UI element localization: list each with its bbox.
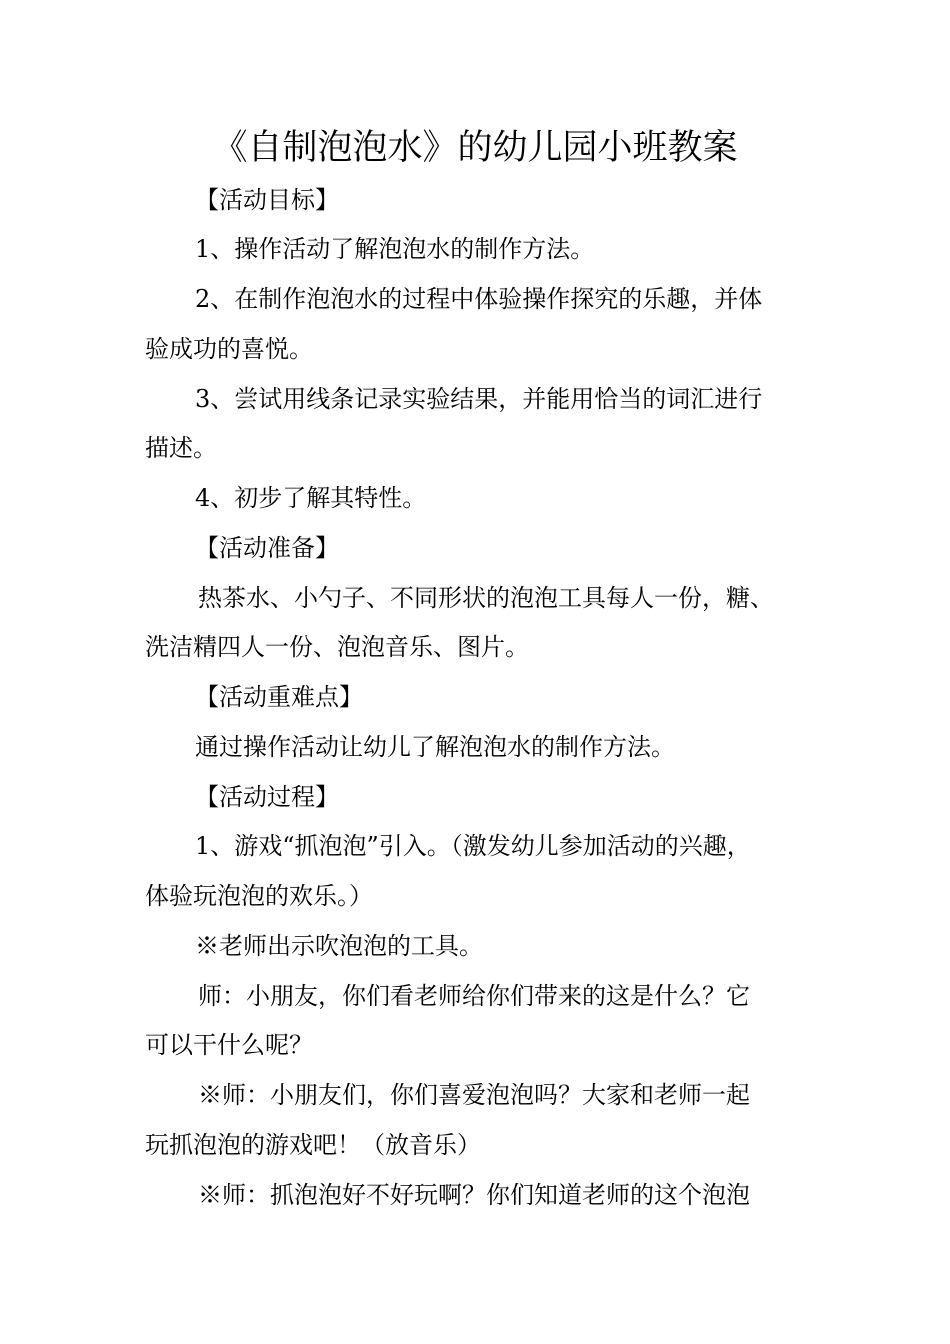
paragraph-line: 3、尝试用线条记录实验结果，并能用恰当的词汇进行	[195, 385, 763, 413]
paragraph-line: 可以干什么呢？	[145, 1031, 313, 1059]
document-title: 《自制泡泡水》的幼儿园小班教案	[212, 128, 738, 168]
paragraph-line: 4、初步了解其特性。	[195, 484, 427, 512]
paragraph-line: 洗洁精四人一份、泡泡音乐、图片。	[145, 633, 529, 661]
paragraph-line: 玩抓泡泡的游戏吧！（放音乐）	[145, 1131, 481, 1159]
paragraph-line: 1、游戏“抓泡泡”引入。（激发幼儿参加活动的兴趣，	[195, 832, 751, 860]
paragraph-line: 1、操作活动了解泡泡水的制作方法。	[195, 235, 595, 263]
paragraph-line: 2、在制作泡泡水的过程中体验操作探究的乐趣，并体	[195, 285, 763, 313]
section-heading-objectives: 【活动目标】	[195, 186, 339, 214]
paragraph-line: ※师：小朋友们，你们喜爱泡泡吗？大家和老师一起	[198, 1081, 750, 1109]
paragraph-line: 验成功的喜悦。	[145, 335, 313, 363]
section-heading-preparation: 【活动准备】	[195, 534, 339, 562]
section-heading-key-points: 【活动重难点】	[195, 683, 363, 711]
section-heading-process: 【活动过程】	[195, 783, 339, 811]
paragraph-line: ※师：抓泡泡好不好玩啊？你们知道老师的这个泡泡	[198, 1181, 750, 1209]
paragraph-line: 热茶水、小勺子、不同形状的泡泡工具每人一份，糖、	[198, 584, 774, 612]
paragraph-line: ※老师出示吹泡泡的工具。	[195, 932, 483, 960]
paragraph-line: 描述。	[145, 434, 217, 462]
paragraph-line: 通过操作活动让幼儿了解泡泡水的制作方法。	[195, 733, 675, 761]
paragraph-line: 体验玩泡泡的欢乐。）	[145, 882, 373, 910]
paragraph-line: 师：小朋友，你们看老师给你们带来的这是什么？它	[198, 982, 750, 1010]
